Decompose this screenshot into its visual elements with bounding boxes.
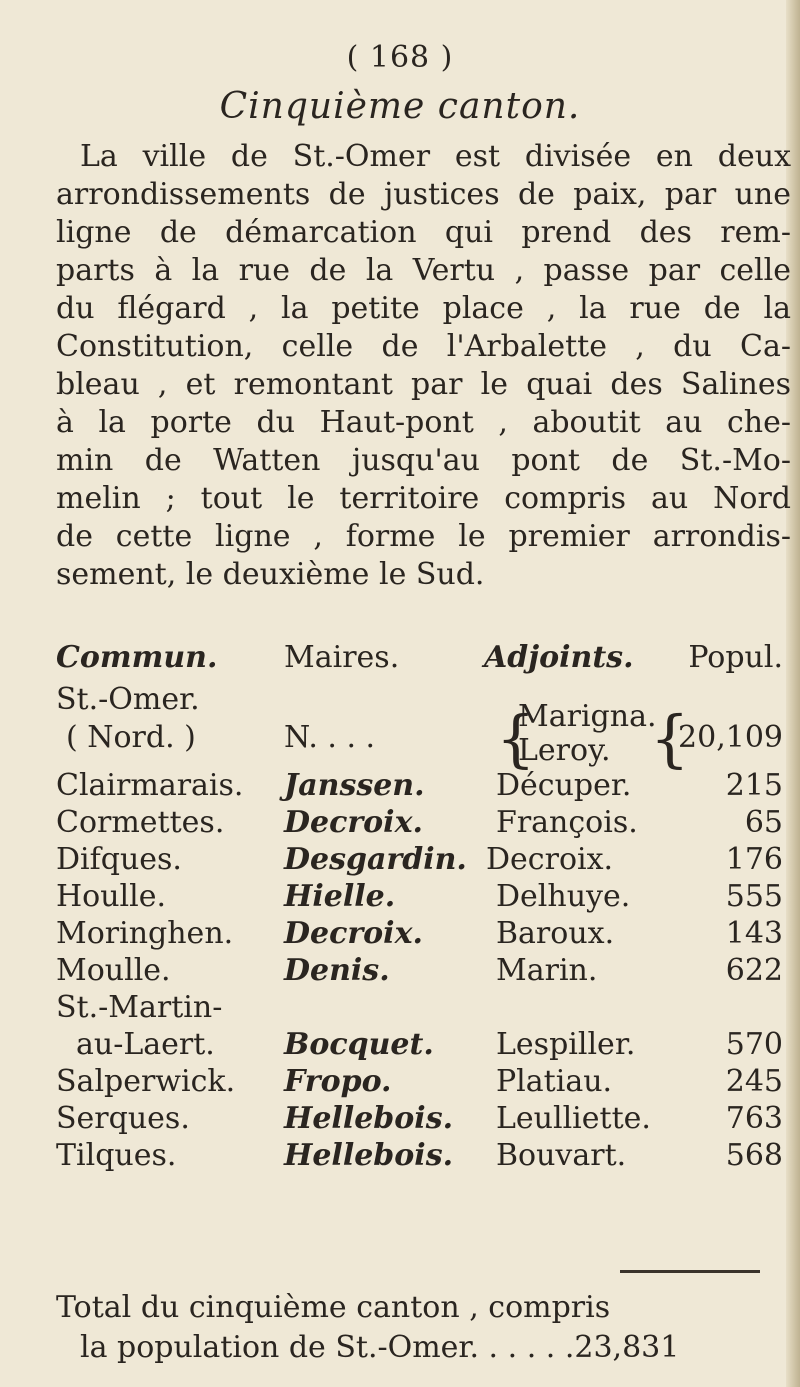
table-row [56, 1027, 791, 1063]
maire-name: Hellebois. [284, 1138, 454, 1173]
population-value: 143 [725, 916, 783, 951]
adjoint-name: Décuper. [496, 768, 632, 803]
table-row [56, 953, 791, 989]
header-maires: Maires. [284, 640, 400, 675]
para-line: La ville de St.-Omer est divisée en deux [80, 139, 791, 174]
right-brace: { [650, 702, 690, 775]
population-value: 215 [725, 768, 783, 803]
total-rule [620, 1270, 760, 1273]
table-row [56, 1101, 791, 1137]
adjoint-stack [518, 700, 657, 768]
table-row [56, 768, 791, 804]
maire-name: Fropo. [284, 1064, 392, 1099]
total-line: la population de St.-Omer. . . . . .23,831 [80, 1330, 680, 1365]
population-value: 763 [725, 1101, 783, 1136]
para-line: arrondissements de justices de paix, par une [56, 177, 791, 212]
population-value: 622 [725, 953, 783, 988]
maire-name: Bocquet. [284, 1027, 434, 1062]
left-brace: { [496, 702, 536, 775]
adjoint-name: Baroux. [496, 916, 615, 951]
section-title: Cinquième canton. [219, 86, 581, 127]
maire-name: Hielle. [284, 879, 396, 914]
description-paragraph [56, 138, 791, 594]
maire-name: Denis. [284, 953, 390, 988]
adjoint-name: Platiau. [496, 1064, 613, 1099]
maire-name: Decroix. [284, 805, 423, 840]
commune-name: St.-Omer. [56, 682, 200, 717]
commune-name: Tilques. [56, 1138, 177, 1173]
commune-name: Moringhen. [56, 916, 234, 951]
table-header-row [56, 640, 791, 676]
population-value: 568 [725, 1138, 783, 1173]
commune-name: Houlle. [56, 879, 167, 914]
para-line: sement, le deuxième le Sud. [56, 557, 485, 592]
table-row [56, 1138, 791, 1174]
maire-name: Decroix. [284, 916, 423, 951]
commune-name: Salperwick. [56, 1064, 236, 1099]
maire-name: Desgardin. [284, 842, 467, 877]
commune-name-cont: au-Laert. [76, 1027, 215, 1062]
commune-name-cont: ( Nord. ) [66, 720, 196, 755]
para-line: à la porte du Haut-pont , aboutit au che- [56, 405, 791, 440]
maire-name: Hellebois. [284, 1101, 454, 1136]
adjoint-name: Leulliette. [496, 1101, 651, 1136]
header-communes: Commun. [56, 640, 218, 675]
table-row [56, 805, 791, 841]
para-line: min de Watten jusqu'au pont de St.-Mo- [56, 443, 791, 478]
para-line: Constitution, celle de l'Arbalette , du Ca- [56, 329, 791, 364]
para-line: du flégard , la petite place , la rue de la [56, 291, 791, 326]
commune-name: St.-Martin- [56, 990, 223, 1025]
maire-name: Janssen. [284, 768, 425, 803]
total-line: Total du cinquième canton , compris [56, 1290, 611, 1325]
population-value: 176 [725, 842, 783, 877]
commune-name: Difques. [56, 842, 182, 877]
commune-name: Moulle. [56, 953, 171, 988]
para-line: de cette ligne , forme le premier arrondis- [56, 519, 791, 554]
population-value: 245 [725, 1064, 783, 1099]
commune-name: Cormettes. [56, 805, 225, 840]
total-paragraph [56, 1288, 791, 1368]
para-line: bleau , et remontant par le quai des Salines [56, 367, 791, 402]
commune-name: Serques. [56, 1101, 190, 1136]
adjoint-name: François. [496, 805, 638, 840]
population-value: 555 [725, 879, 783, 914]
table-row [56, 990, 791, 1026]
population-value: 20,109 [678, 720, 783, 755]
table-row [56, 879, 791, 915]
population-value: 570 [725, 1027, 783, 1062]
adjoint-name: Decroix. [486, 842, 614, 877]
commune-name: Clairmarais. [56, 768, 244, 803]
page-number: ( 168 ) [346, 40, 454, 75]
adjoint-name: Marin. [496, 953, 598, 988]
table-row [56, 842, 791, 878]
adjoint-name: Leroy. [518, 733, 611, 768]
para-line: ligne de démarcation qui prend des rem- [56, 215, 791, 250]
header-adjoints: Adjoints. [484, 640, 634, 675]
adjoint-name: Bouvart. [496, 1138, 627, 1173]
adjoint-name: Delhuye. [496, 879, 631, 914]
adjoint-name: Lespiller. [496, 1027, 636, 1062]
para-line: parts à la rue de la Vertu , passe par celle [56, 253, 791, 288]
header-population: Popul. [688, 640, 783, 675]
para-line: melin ; tout le territoire compris au Nord [56, 481, 791, 516]
adjoint-name: Marigna. [518, 699, 657, 734]
maire-name: N. . . . [284, 720, 376, 755]
table-row [56, 1064, 791, 1100]
population-value: 65 [744, 805, 783, 840]
table-row [56, 916, 791, 952]
